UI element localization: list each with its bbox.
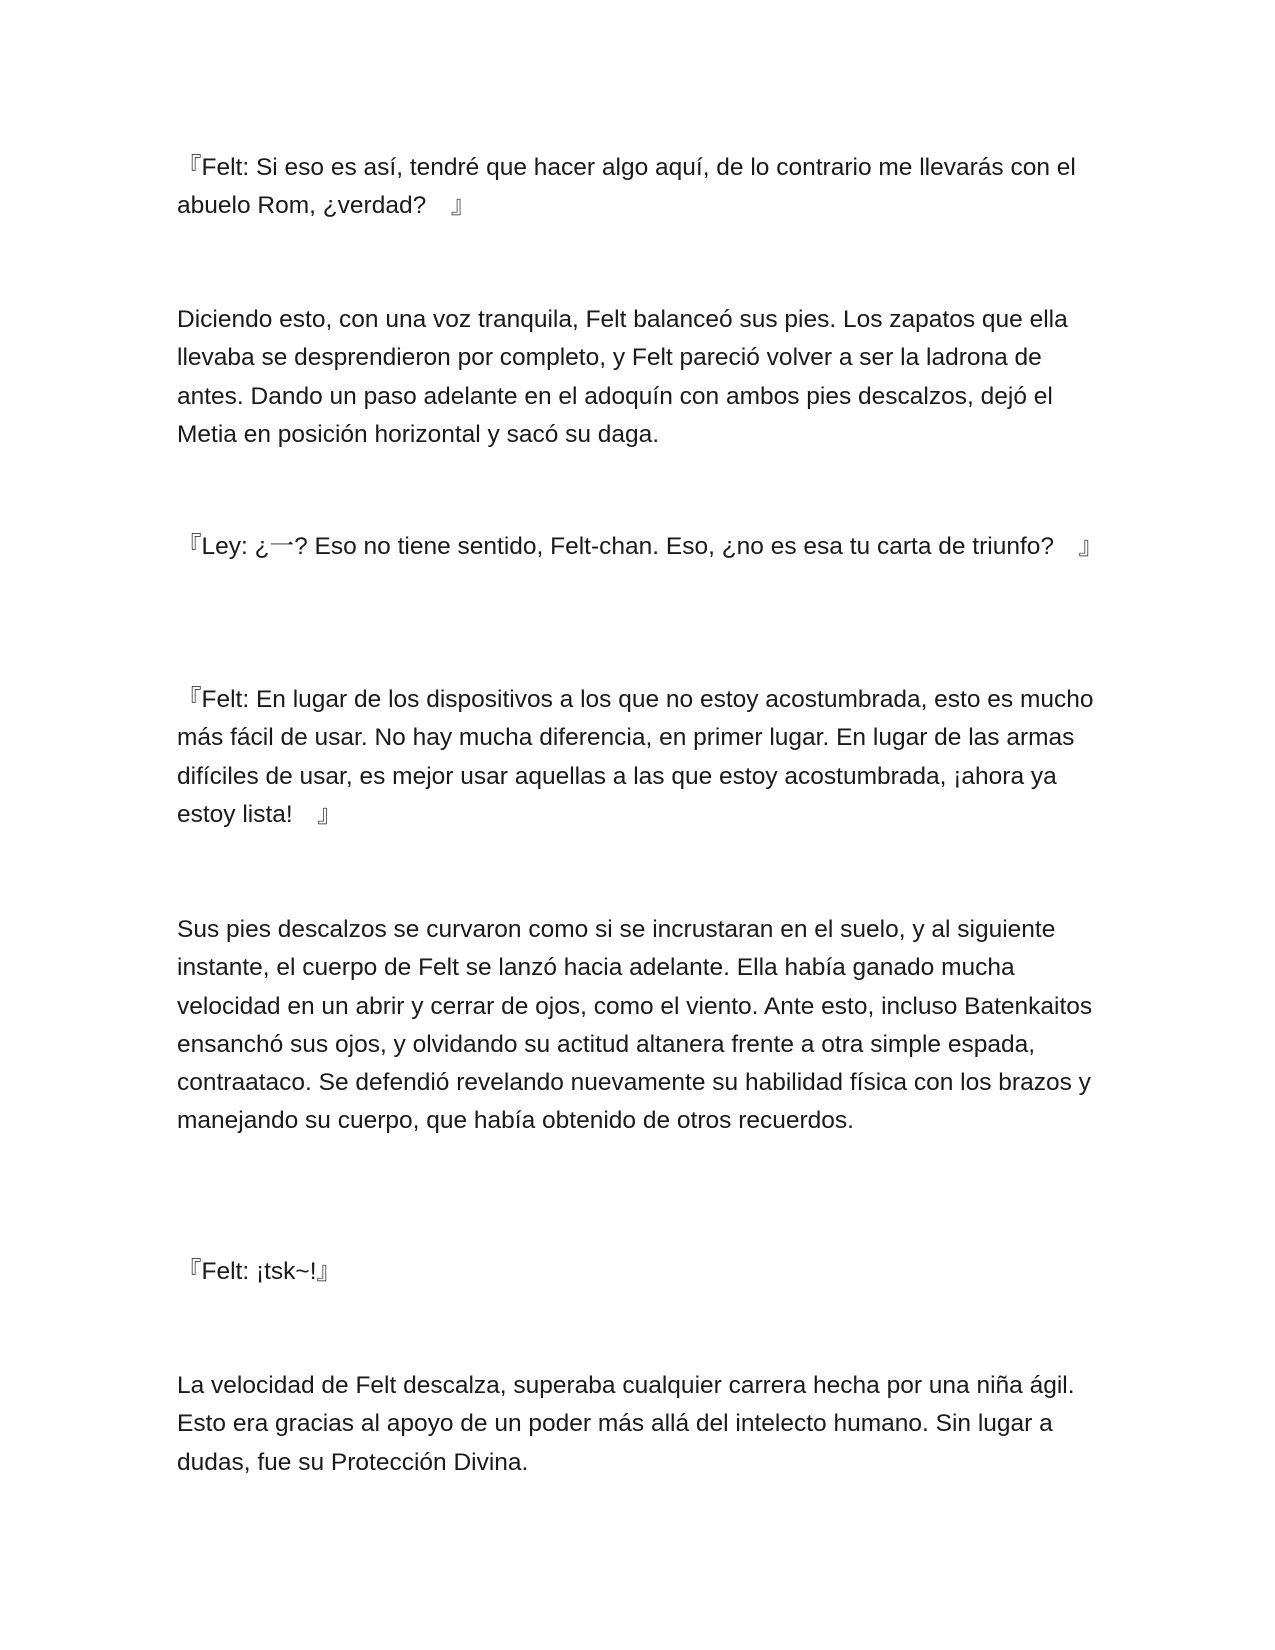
dialogue-ley: 『Ley: ¿一? Eso no tiene sentido, Felt-chan. Eso, ¿no es esa tu carta de triunfo? 』 [177, 533, 1104, 560]
narration-paragraph-2: Sus pies descalzos se curvaron como si se incrustaran en el suelo, y al siguiente instante, el cuerpo de Felt se lanzó hacia adelante. Ella había ganado mucha velocidad en un abrir y cerrar de ojos, como el viento. Ante esto, incluso Batenkaitos ensanchó sus ojos, y olvidando su actitud altanera frente a otra simple espada, contraataco. Se defendió revelando nuevamente su habilidad física con los brazos y manejando su cuerpo, que había obtenido de otros recuerdos. [177, 916, 1093, 1135]
dialogue-felt-2: 『Felt: En lugar de los dispositivos a los que no estoy acostumbrada, esto es mucho más fácil de usar. No hay mucha diferencia, en primer lugar. En lugar de las armas difíciles de usar, es mejor usar aquellas a las que estoy acostumbrada, ¡ahora ya estoy lista! 』 [177, 686, 1094, 828]
narration-paragraph-3: La velocidad de Felt descalza, superaba cualquier carrera hecha por una niña ágil. Esto era gracias al apoyo de un poder más allá del intelecto humano. Sin lugar a dudas, fue su Protección Divina. [177, 1372, 1075, 1476]
dialogue-felt-3: 『Felt: ¡tsk~!』 [177, 1258, 342, 1285]
narration-paragraph-1: Diciendo esto, con una voz tranquila, Felt balanceó sus pies. Los zapatos que ella llevaba se desprendieron por completo, y Felt pareció volver a ser la ladrona de antes. Dando un paso adelante en el adoquín con ambos pies descalzos, dejó el Metia en posición horizontal y sacó su daga. [177, 306, 1068, 448]
dialogue-felt-1: 『Felt: Si eso es así, tendré que hacer algo aquí, de lo contrario me llevarás con el abuelo Rom, ¿verdad? 』 [177, 154, 1076, 220]
